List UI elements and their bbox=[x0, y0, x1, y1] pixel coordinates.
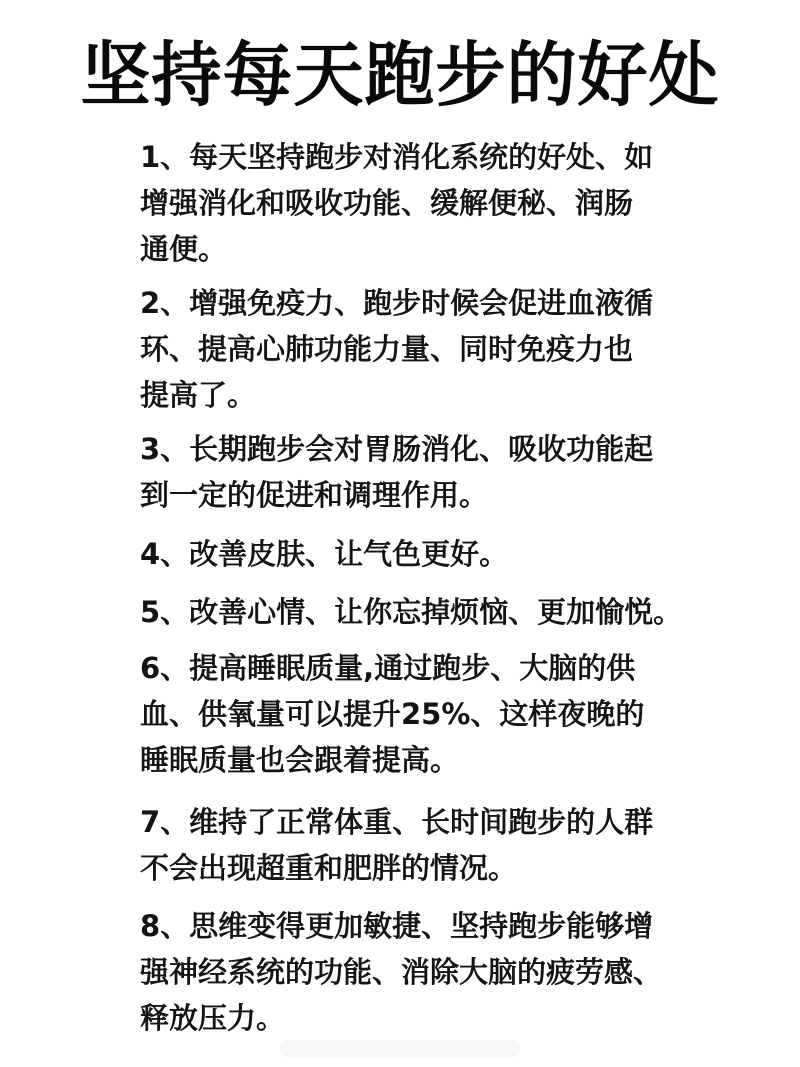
item-line: 释放压力。 bbox=[140, 1001, 286, 1035]
item-line: 到一定的促进和调理作用。 bbox=[140, 478, 489, 512]
list-item bbox=[140, 589, 780, 635]
item-line: 3、长期跑步会对胃肠消化、吸收功能起 bbox=[140, 432, 654, 466]
item-line: 8、思维变得更加敏捷、坚持跑步能够增 bbox=[140, 909, 654, 943]
item-line: 睡眠质量也会跟着提高。 bbox=[140, 743, 460, 777]
list-item bbox=[140, 903, 780, 1041]
item-line: 6、提高睡眠质量,通过跑步、大脑的供 bbox=[140, 651, 636, 685]
footer-shadow bbox=[280, 1040, 520, 1058]
item-line: 强神经系统的功能、消除大脑的疲劳感、 bbox=[140, 955, 663, 989]
item-line: 不会出现超重和肥胖的情况。 bbox=[140, 851, 518, 885]
list-item bbox=[140, 531, 780, 577]
item-line: 7、维持了正常体重、长时间跑步的人群 bbox=[140, 805, 654, 839]
item-line: 4、改善皮肤、让气色更好。 bbox=[140, 537, 509, 571]
item-line: 提高了。 bbox=[140, 378, 257, 412]
item-line: 增强消化和吸收功能、缓解便秘、润肠 bbox=[140, 186, 634, 220]
item-line: 5、改善心情、让你忘掉烦恼、更加愉悦。 bbox=[140, 595, 683, 629]
list-item bbox=[140, 280, 780, 418]
item-line: 1、每天坚持跑步对消化系统的好处、如 bbox=[140, 140, 654, 174]
list-item bbox=[140, 799, 780, 891]
item-line: 2、增强免疫力、跑步时候会促进血液循 bbox=[140, 286, 654, 320]
item-line: 通便。 bbox=[140, 232, 228, 266]
list-item bbox=[140, 645, 780, 783]
list-item bbox=[140, 134, 780, 272]
list-item bbox=[140, 426, 780, 518]
page-title: 坚持每天跑步的好处 bbox=[80, 34, 720, 116]
item-line: 血、供氧量可以提升25%、这样夜晚的 bbox=[140, 697, 645, 731]
item-line: 环、提高心肺功能力量、同时免疫力也 bbox=[140, 332, 634, 366]
